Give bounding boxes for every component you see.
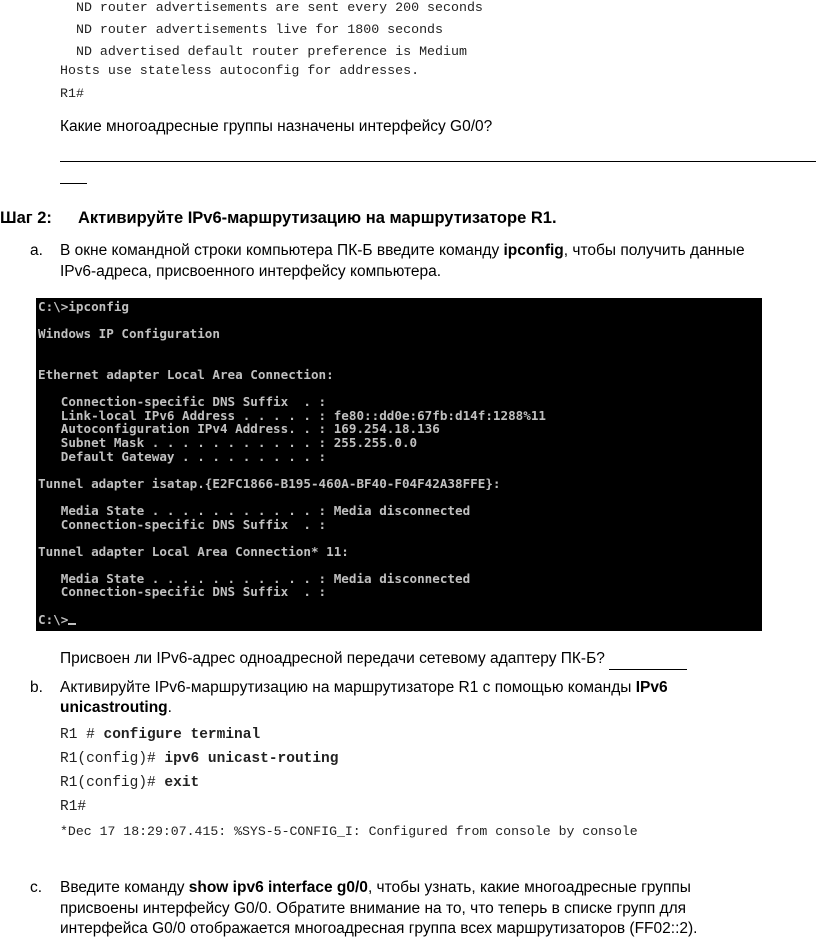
cmd-output-line: Connection-specific DNS Suffix . : bbox=[38, 584, 327, 600]
cli-prompt: R1 # bbox=[60, 727, 104, 743]
question-groups: Какие многоадресные группы назначены интерфейсу G0/0? bbox=[60, 118, 493, 135]
item-a-line2: IPv6-адреса, присвоенного интерфейсу компьютера. bbox=[60, 263, 442, 280]
item-letter-a: a. bbox=[30, 242, 43, 259]
item-b-text-before: Активируйте IPv6-маршрутизацию на маршрутизаторе R1 с помощью команды bbox=[60, 679, 636, 696]
cli-command: configure terminal bbox=[103, 727, 261, 743]
answer-line bbox=[60, 161, 816, 162]
cli-line: ND advertised default router preference is Medium bbox=[60, 44, 467, 59]
item-c-text bbox=[60, 878, 691, 898]
cmd-output-line: Subnet Mask . . . . . . . . . . . : 255.255.0.0 bbox=[38, 434, 418, 450]
cmd-output-line: Tunnel adapter isatap.{E2FC1866-B195-460A-BF40-F04F42A38FFE}: bbox=[38, 475, 501, 491]
cmd-output-line: Default Gateway . . . . . . . . . : bbox=[38, 448, 327, 464]
item-letter-c: c. bbox=[30, 879, 43, 896]
answer-blank bbox=[609, 649, 687, 670]
cmd-output-line: Connection-specific DNS Suffix . : bbox=[38, 394, 327, 410]
cli-prompt: R1(config)# bbox=[60, 775, 165, 791]
item-a-text bbox=[60, 241, 745, 261]
item-a-text-before: В окне командной строки компьютера ПК-Б введите команду bbox=[60, 242, 504, 259]
command-ipv6: IPv6 bbox=[635, 679, 668, 696]
item-c-text-before: Введите команду bbox=[60, 879, 189, 896]
cmd-output-line: Media State . . . . . . . . . . . : Media disconnected bbox=[38, 570, 471, 586]
cursor-icon bbox=[68, 623, 76, 625]
cmd-output-line: Media State . . . . . . . . . . . : Media disconnected bbox=[38, 502, 471, 518]
command-unicastrouting: unicastrouting bbox=[60, 699, 168, 716]
cli-command: ipv6 unicast-routing bbox=[164, 751, 339, 767]
cmd-output-line: C:\> bbox=[38, 613, 762, 627]
cmd-output-line bbox=[38, 314, 762, 328]
cmd-output-line bbox=[38, 558, 762, 572]
cli-prompt: R1# bbox=[60, 799, 87, 815]
cli-command-line bbox=[60, 727, 260, 743]
item-c-line2: присвоены интерфейсу G0/0. Обратите внимание на то, что теперь в списке групп для bbox=[60, 900, 687, 917]
question-unicast bbox=[60, 649, 687, 670]
cli-command-line bbox=[60, 799, 86, 815]
cmd-output-line: Windows IP Configuration bbox=[38, 326, 220, 342]
cli-command: exit bbox=[164, 775, 200, 791]
cli-command-line bbox=[60, 751, 338, 767]
item-b-text bbox=[60, 678, 668, 698]
step-title: Активируйте IPv6-маршрутизацию на маршрутизаторе R1. bbox=[78, 209, 557, 227]
item-b-line2 bbox=[60, 698, 172, 718]
answer-line-end bbox=[60, 183, 87, 184]
cmd-output-line bbox=[38, 354, 762, 368]
item-c-line3: интерфейса G0/0 отображается многоадресная группа всех маршрутизаторов (FF02::2). bbox=[60, 920, 698, 937]
question-unicast-text: Присвоен ли IPv6-адрес одноадресной передачи сетевому адаптеру ПК-Б? bbox=[60, 650, 605, 667]
cmd-output-line bbox=[38, 341, 762, 355]
command-prompt-window bbox=[36, 298, 762, 631]
cli-line: ND router advertisements live for 1800 seconds bbox=[60, 22, 444, 37]
item-letter-b: b. bbox=[30, 679, 43, 696]
cli-line: Hosts use stateless autoconfig for addresses. bbox=[60, 63, 420, 78]
command-ipconfig: ipconfig bbox=[503, 242, 564, 259]
cmd-output-line bbox=[38, 599, 762, 613]
cli-log-message: *Dec 17 18:29:07.415: %SYS-5-CONFIG_I: Configured from console by console bbox=[60, 824, 638, 839]
cmd-output-line: C:\>ipconfig bbox=[38, 299, 129, 314]
cmd-output-line bbox=[38, 490, 762, 504]
cli-command-line bbox=[60, 775, 199, 791]
command-show-ipv6: show ipv6 interface g0/0 bbox=[188, 879, 368, 896]
item-c-text-after: , чтобы узнать, какие многоадресные группы bbox=[367, 879, 691, 896]
cmd-output-line bbox=[38, 531, 762, 545]
cli-line: R1# bbox=[60, 86, 84, 101]
cmd-output-line: Ethernet adapter Local Area Connection: bbox=[38, 366, 334, 382]
cmd-output-line: Link-local IPv6 Address . . . . . : fe80::dd0e:67fb:d14f:1288%11 bbox=[38, 407, 546, 423]
cmd-output-line bbox=[38, 382, 762, 396]
cli-prompt: R1(config)# bbox=[60, 751, 165, 767]
item-a-text-after: , чтобы получить данные bbox=[563, 242, 745, 259]
cmd-output-line: Connection-specific DNS Suffix . : bbox=[38, 516, 327, 532]
ipconfig-output bbox=[36, 298, 762, 626]
cmd-output-line: Tunnel adapter Local Area Connection* 11: bbox=[38, 543, 349, 559]
item-b-text-after: . bbox=[167, 699, 172, 716]
cmd-output-line: Autoconfiguration IPv4 Address. . : 169.254.18.136 bbox=[38, 421, 440, 437]
step-label: Шаг 2: bbox=[0, 209, 52, 227]
cmd-output-line bbox=[38, 463, 762, 477]
cli-line: ND router advertisements are sent every 200 seconds bbox=[60, 0, 483, 15]
